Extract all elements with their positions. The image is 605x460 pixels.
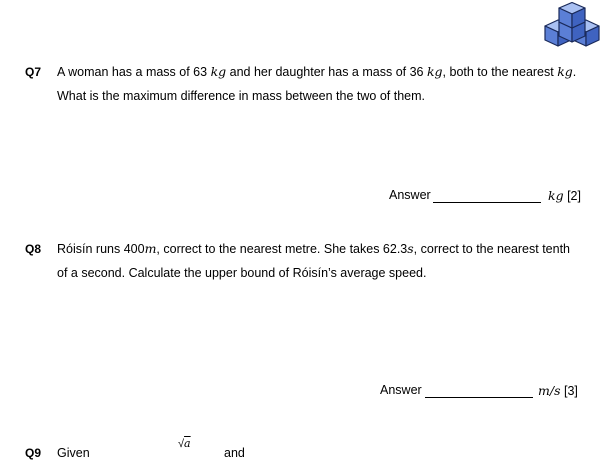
q7-answer-unit-text: kg <box>548 188 564 203</box>
q8-unit-m: m <box>144 241 157 256</box>
q8-text-line-2: of a second. Calculate the upper bound of Róisín’s average speed. <box>57 266 427 280</box>
q8-answer-label: Answer <box>380 383 422 397</box>
q8-unit-s: s <box>407 241 414 256</box>
q8-answer-unit-text: m/s <box>538 383 561 398</box>
q9-text-and: and <box>224 446 245 460</box>
q8-text-part: , correct to the nearest tenth <box>413 242 571 256</box>
q7-marks: [2] <box>567 189 581 203</box>
q7-text-part: . <box>572 65 577 79</box>
q7-text-part: , both to the nearest <box>442 65 558 79</box>
q7-text-part: A woman has a mass of 63 <box>57 65 211 79</box>
q7-answer-label: Answer <box>389 188 431 202</box>
q7-answer-unit <box>548 188 581 203</box>
q9-text-given: Given <box>57 446 90 460</box>
q8-marks: [3] <box>563 384 578 398</box>
q7-answer-input-line[interactable] <box>433 202 541 203</box>
q8-text-part: , correct to the nearest metre. She takes 62.3 <box>156 242 408 256</box>
question-number-q8: Q8 <box>25 242 42 256</box>
q7-text-line-1 <box>57 64 576 79</box>
q9-sqrt-expression <box>178 437 191 450</box>
q7-text-part: and her daughter has a mass of 36 <box>226 65 427 79</box>
q7-unit-kg: kg <box>426 64 443 79</box>
q8-text-part: Róisín runs 400 <box>57 242 145 256</box>
q7-unit-kg: kg <box>210 64 227 79</box>
q7-unit-kg: kg <box>557 64 573 79</box>
q8-answer-unit <box>538 383 578 398</box>
q8-text-line-1 <box>57 241 570 256</box>
q9-sqrt-symbol: √ <box>178 438 185 450</box>
question-number-q7: Q7 <box>25 65 42 79</box>
q8-answer-input-line[interactable] <box>425 397 533 398</box>
question-number-q9: Q9 <box>25 446 42 460</box>
cube-stack-logo-icon <box>543 2 603 52</box>
q7-text-line-2: What is the maximum difference in mass between the two of them. <box>57 89 425 103</box>
q9-sqrt-var: a <box>184 437 191 450</box>
